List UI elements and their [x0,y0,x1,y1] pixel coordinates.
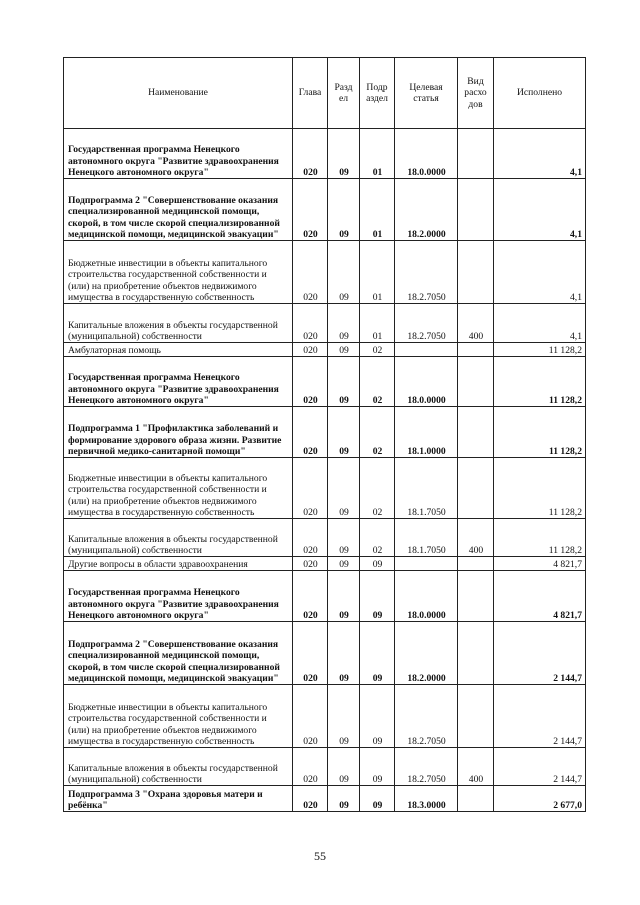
cell-executed: 2 144,7 [494,622,586,685]
cell-section: 09 [328,357,360,407]
cell-chapter: 020 [293,519,328,557]
cell-subsection: 09 [360,685,395,748]
cell-executed: 11 128,2 [494,458,586,519]
cell-chapter: 020 [293,748,328,786]
cell-section: 09 [328,685,360,748]
cell-exp-type [458,458,494,519]
cell-exp-type [458,407,494,458]
cell-exp-type [458,685,494,748]
cell-target: 18.2.0000 [395,622,458,685]
cell-subsection: 02 [360,357,395,407]
cell-target: 18.0.0000 [395,357,458,407]
cell-section: 09 [328,557,360,571]
cell-subsection: 09 [360,622,395,685]
cell-section: 09 [328,343,360,357]
cell-executed: 4,1 [494,129,586,179]
cell-chapter: 020 [293,557,328,571]
table-row [64,519,586,557]
cell-name: Государственная программа Ненецкого автономного округа "Развитие здравоохранения Ненецкого автономного округа" [64,571,293,622]
table-row [64,557,586,571]
table-row [64,685,586,748]
cell-executed: 11 128,2 [494,343,586,357]
budget-table [63,57,586,812]
cell-target: 18.2.0000 [395,179,458,241]
cell-chapter: 020 [293,458,328,519]
cell-executed: 11 128,2 [494,407,586,458]
cell-subsection: 09 [360,557,395,571]
cell-executed: 4 821,7 [494,557,586,571]
cell-name: Государственная программа Ненецкого автономного округа "Развитие здравоохранения Ненецкого автономного округа" [64,129,293,179]
cell-chapter: 020 [293,571,328,622]
cell-target: 18.1.7050 [395,458,458,519]
cell-target [395,557,458,571]
table-row [64,129,586,179]
header-executed: Исполнено [494,58,586,129]
cell-section: 09 [328,458,360,519]
cell-subsection: 02 [360,343,395,357]
table-header-row [64,58,586,129]
cell-target: 18.2.7050 [395,241,458,304]
cell-name: Подпрограмма 1 "Профилактика заболеваний и формирование здорового образа жизни. Развитие первичной медико-санитарной помощи" [64,407,293,458]
cell-target: 18.3.0000 [395,786,458,812]
cell-section: 09 [328,304,360,343]
table-row [64,357,586,407]
cell-executed: 4 821,7 [494,571,586,622]
cell-section: 09 [328,179,360,241]
header-chapter: Глава [293,58,328,129]
cell-name: Бюджетные инвестиции в объекты капитального строительства государственной собственности и (или) на приобретение объектов недвижимого имущества в государственную собственность [64,458,293,519]
cell-name: Капитальные вложения в объекты государственной (муниципальной) собственности [64,304,293,343]
cell-name: Подпрограмма 2 "Совершенствование оказания специализированной медицинской помощи, скорой, в том числе скорой специализированной медицинской помощи, медицинской эвакуации" [64,179,293,241]
page-number: 55 [314,849,326,863]
table-row [64,748,586,786]
table-row [64,786,586,812]
cell-executed: 11 128,2 [494,357,586,407]
cell-section: 09 [328,571,360,622]
cell-name: Другие вопросы в области здравоохранения [64,557,293,571]
cell-section: 09 [328,748,360,786]
cell-section: 09 [328,622,360,685]
cell-subsection: 02 [360,407,395,458]
cell-chapter: 020 [293,357,328,407]
cell-name: Капитальные вложения в объекты государственной (муниципальной) собственности [64,519,293,557]
cell-exp-type [458,557,494,571]
cell-name: Капитальные вложения в объекты государственной (муниципальной) собственности [64,748,293,786]
header-section: Разд ел [328,58,360,129]
cell-exp-type [458,357,494,407]
cell-name: Подпрограмма 3 "Охрана здоровья матери и ребёнка" [64,786,293,812]
table-row [64,622,586,685]
cell-subsection: 02 [360,458,395,519]
cell-chapter: 020 [293,129,328,179]
cell-target: 18.0.0000 [395,129,458,179]
table-row [64,304,586,343]
cell-chapter: 020 [293,407,328,458]
cell-target: 18.2.7050 [395,685,458,748]
cell-chapter: 020 [293,786,328,812]
cell-exp-type [458,786,494,812]
table-row [64,458,586,519]
cell-executed: 11 128,2 [494,519,586,557]
table-row [64,571,586,622]
cell-target: 18.2.7050 [395,304,458,343]
cell-subsection: 09 [360,748,395,786]
cell-exp-type [458,129,494,179]
cell-exp-type: 400 [458,304,494,343]
table-row [64,343,586,357]
cell-section: 09 [328,519,360,557]
header-exp-type: Вид расхо дов [458,58,494,129]
table-row [64,179,586,241]
cell-section: 09 [328,129,360,179]
cell-chapter: 020 [293,179,328,241]
cell-target: 18.1.0000 [395,407,458,458]
cell-exp-type: 400 [458,519,494,557]
cell-target: 18.0.0000 [395,571,458,622]
cell-exp-type [458,571,494,622]
cell-executed: 2 677,0 [494,786,586,812]
cell-subsection: 01 [360,241,395,304]
cell-target: 18.1.7050 [395,519,458,557]
cell-executed: 2 144,7 [494,685,586,748]
cell-target [395,343,458,357]
cell-name: Государственная программа Ненецкого автономного округа "Развитие здравоохранения Ненецкого автономного округа" [64,357,293,407]
cell-subsection: 01 [360,304,395,343]
cell-chapter: 020 [293,241,328,304]
header-subsection: Подр аздел [360,58,395,129]
cell-chapter: 020 [293,685,328,748]
cell-section: 09 [328,407,360,458]
table-row [64,241,586,304]
cell-chapter: 020 [293,622,328,685]
cell-section: 09 [328,786,360,812]
cell-name: Подпрограмма 2 "Совершенствование оказания специализированной медицинской помощи, скорой, в том числе скорой специализированной медицинской помощи, медицинской эвакуации" [64,622,293,685]
cell-executed: 4,1 [494,304,586,343]
cell-exp-type: 400 [458,748,494,786]
header-name: Наименование [64,58,293,129]
cell-exp-type [458,343,494,357]
cell-subsection: 01 [360,179,395,241]
cell-subsection: 09 [360,786,395,812]
table-row [64,407,586,458]
cell-name: Амбулаторная помощь [64,343,293,357]
cell-exp-type [458,622,494,685]
cell-exp-type [458,179,494,241]
cell-section: 09 [328,241,360,304]
cell-chapter: 020 [293,343,328,357]
cell-subsection: 01 [360,129,395,179]
cell-chapter: 020 [293,304,328,343]
cell-executed: 4,1 [494,179,586,241]
cell-target: 18.2.7050 [395,748,458,786]
header-target: Целевая статья [395,58,458,129]
cell-name: Бюджетные инвестиции в объекты капитального строительства государственной собственности и (или) на приобретение объектов недвижимого имущества в государственную собственность [64,685,293,748]
cell-exp-type [458,241,494,304]
cell-executed: 2 144,7 [494,748,586,786]
cell-subsection: 09 [360,571,395,622]
cell-subsection: 02 [360,519,395,557]
cell-executed: 4,1 [494,241,586,304]
cell-name: Бюджетные инвестиции в объекты капитального строительства государственной собственности и (или) на приобретение объектов недвижимого имущества в государственную собственность [64,241,293,304]
